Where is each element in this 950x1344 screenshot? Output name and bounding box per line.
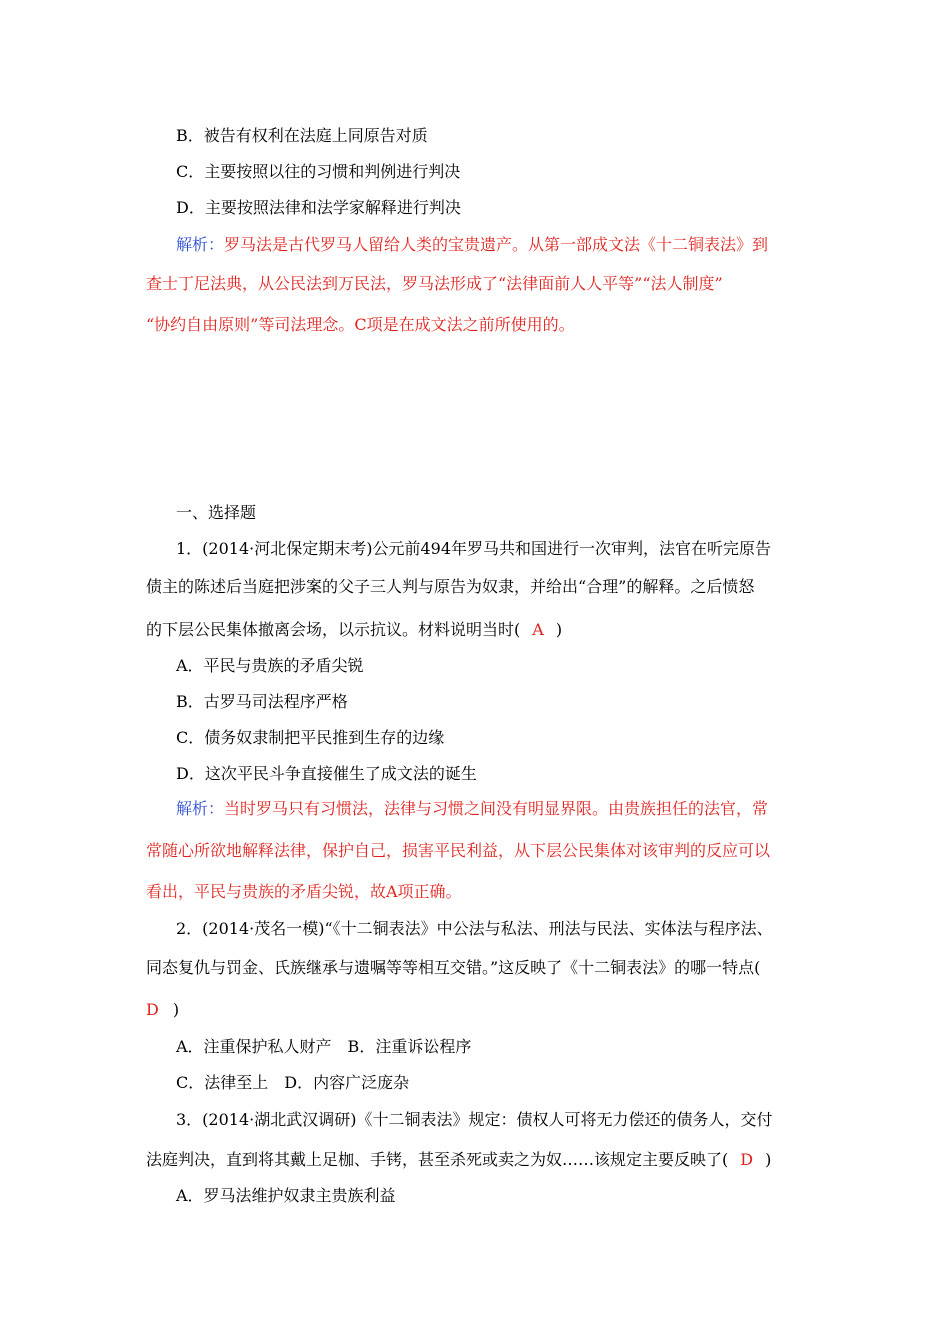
analysis-text: “协约自由原则”等司法理念。C项是在成文法之前所使用的。: [146, 315, 575, 334]
option-b: B．古罗马司法程序严格: [176, 692, 348, 711]
answer-letter: A: [532, 620, 544, 639]
question-1-stem: 1．(2014·河北保定期末考)公元前494年罗马共和国进行一次审判，法官在听完原告: [176, 539, 772, 558]
section-title: 一、选择题: [176, 503, 257, 522]
question-3-stem: 3．(2014·湖北武汉调研)《十二铜表法》规定：债权人可将无力偿还的债务人，交付: [176, 1110, 773, 1129]
option-b: B．被告有权利在法庭上同原告对质: [176, 126, 428, 145]
stem-text: 的下层公民集体撤离会场，以示抗议。材料说明当时(: [146, 620, 521, 639]
analysis-line: [176, 798, 768, 820]
analysis-label: 解析：: [176, 235, 225, 254]
question-2-answer: [146, 999, 179, 1021]
analysis-text: 罗马法是古代罗马人留给人类的宝贵遗产。从第一部成文法《十二铜表法》到: [224, 235, 769, 254]
option-cd: C．法律至上 D．内容广泛庞杂: [176, 1073, 410, 1092]
option-c: C．债务奴隶制把平民推到生存的边缘: [176, 728, 445, 747]
analysis-text: 看出，平民与贵族的矛盾尖锐，故A项正确。: [146, 882, 462, 901]
analysis-line: [176, 234, 768, 256]
question-2-stem: 2．(2014·茂名一模)“《十二铜表法》中公法与私法、刑法与民法、实体法与程序法、: [176, 919, 773, 938]
answer-close: ): [555, 620, 563, 639]
option-d: D．这次平民斗争直接催生了成文法的诞生: [176, 764, 477, 783]
analysis-text: 常随心所欲地解释法律，保护自己，损害平民利益，从下层公民集体对该审判的反应可以: [146, 841, 771, 860]
question-1-stem: [146, 619, 562, 641]
answer-letter: D: [146, 1000, 159, 1019]
answer-letter: D: [740, 1150, 754, 1169]
analysis-label: 解析：: [176, 799, 225, 818]
analysis-text: 查士丁尼法典，从公民法到万民法，罗马法形成了“法律面前人人平等”“法人制度”: [146, 274, 723, 293]
answer-close: ): [172, 1000, 180, 1019]
question-1-stem: 债主的陈述后当庭把涉案的父子三人判与原告为奴隶，并给出“合理”的解释。之后愤怒: [146, 577, 755, 596]
option-c: C．主要按照以往的习惯和判例进行判决: [176, 162, 461, 181]
stem-text: 法庭判决，直到将其戴上足枷、手铐，甚至杀死或卖之为奴……该规定主要反映了(: [146, 1150, 729, 1169]
option-ab: A．注重保护私人财产 B．注重诉讼程序: [176, 1037, 472, 1056]
option-a: A．平民与贵族的矛盾尖锐: [176, 656, 364, 675]
option-a: A．罗马法维护奴隶主贵族利益: [176, 1186, 396, 1205]
question-3-stem: [146, 1149, 771, 1171]
answer-close: ): [765, 1150, 772, 1169]
option-d: D．主要按照法律和法学家解释进行判决: [176, 198, 461, 217]
analysis-text: 当时罗马只有习惯法，法律与习惯之间没有明显界限。由贵族担任的法官，常: [224, 799, 769, 818]
question-2-stem: 同态复仇与罚金、氏族继承与遗嘱等等相互交错。”这反映了《十二铜表法》的哪一特点(: [146, 958, 761, 977]
